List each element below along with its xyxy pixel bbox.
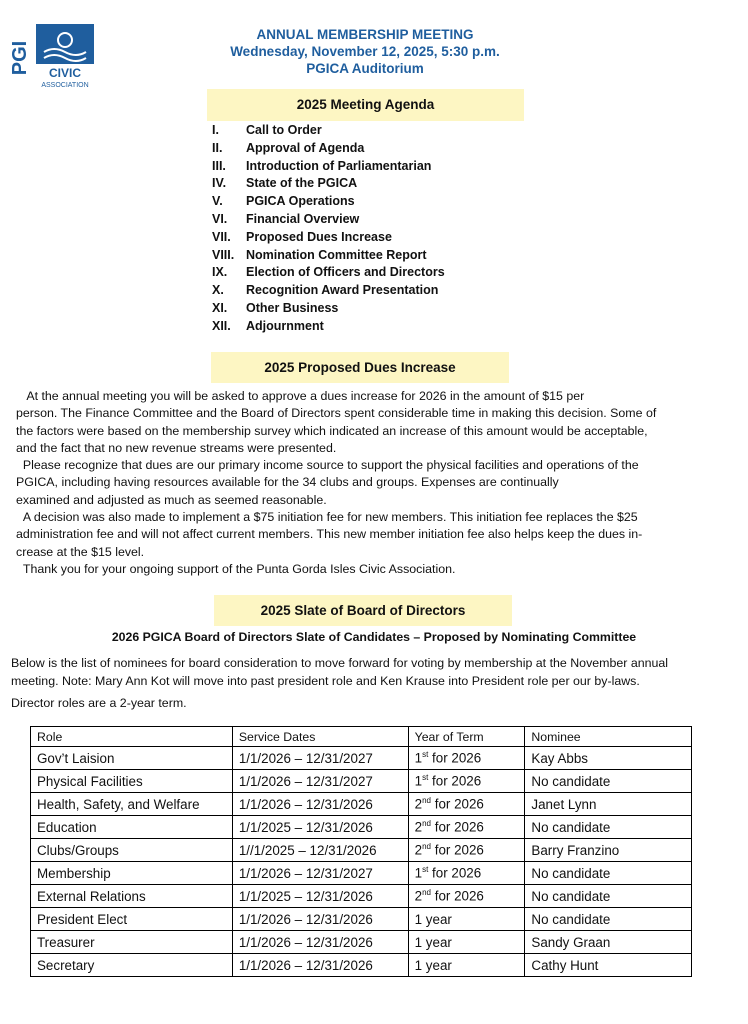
year-suffix: for 2026 xyxy=(431,796,484,812)
term-note: Director roles are a 2-year term. xyxy=(11,696,187,710)
cell-nominee: Cathy Hunt xyxy=(525,954,692,977)
year-ordinal: nd xyxy=(422,796,431,806)
cell-nominee: Janet Lynn xyxy=(525,793,692,816)
agenda-item-text: Approval of Agenda xyxy=(246,140,365,155)
cell-nominee: No candidate xyxy=(525,816,692,839)
dues-line: crease at the $15 level. xyxy=(16,544,145,559)
agenda-item xyxy=(212,175,542,193)
table-row xyxy=(31,908,692,931)
cell-role: President Elect xyxy=(31,908,233,931)
table-row xyxy=(31,770,692,793)
col-role: Role xyxy=(31,727,233,747)
col-year-of-term: Year of Term xyxy=(408,727,525,747)
agenda-item-text: Call to Order xyxy=(246,123,322,137)
cell-dates: 1/1/2026 – 12/31/2027 xyxy=(232,862,408,885)
cell-dates: 1//1/2025 – 12/31/2026 xyxy=(232,839,408,862)
agenda-item-number: VIII. xyxy=(212,247,235,262)
agenda-item-number: VI. xyxy=(212,211,228,226)
agenda-item-text: Introduction of Parliamentarian xyxy=(246,158,432,173)
agenda-item-text: Adjournment xyxy=(246,318,324,333)
cell-dates: 1/1/2026 – 12/31/2026 xyxy=(232,931,408,954)
table-header-row xyxy=(31,727,692,747)
logo-line2: ASSOCIATION xyxy=(41,82,89,89)
agenda-list xyxy=(212,122,542,336)
cell-role: External Relations xyxy=(31,885,233,908)
year-ordinal: nd xyxy=(422,819,431,829)
cell-year xyxy=(408,770,525,793)
agenda-item xyxy=(212,264,542,282)
agenda-item-number: III. xyxy=(212,158,226,173)
table-row xyxy=(31,931,692,954)
year-number: 2 xyxy=(414,796,423,812)
agenda-item-number: VII. xyxy=(212,229,231,244)
dues-line: At the annual meeting you will be asked to approve a dues increase for 2026 in the amount of $15 per xyxy=(16,389,585,403)
year-number: 1 year xyxy=(414,957,452,973)
dues-line: person. The Finance Committee and the Board of Directors spent considerable time in making this decision. Some of xyxy=(16,406,657,421)
intro-line: Below is the list of nominees for board consideration to move forward for voting by membership at the November annual xyxy=(11,656,669,670)
dues-line: Please recognize that dues are our primary income source to support the physical facilities and operations of the xyxy=(16,458,639,473)
slate-subtitle: 2026 PGICA Board of Directors Slate of Candidates – Proposed by Nominating Committee xyxy=(111,630,637,644)
cell-role: Clubs/Groups xyxy=(31,839,233,862)
year-number: 2 xyxy=(414,819,423,835)
agenda-item xyxy=(212,140,542,158)
cell-role: Physical Facilities xyxy=(31,770,233,793)
year-ordinal: nd xyxy=(422,842,431,852)
slate-intro xyxy=(11,655,726,690)
year-number: 1 xyxy=(414,865,423,881)
cell-dates: 1/1/2026 – 12/31/2027 xyxy=(232,770,408,793)
table-row xyxy=(31,885,692,908)
table-row xyxy=(31,839,692,862)
cell-nominee: No candidate xyxy=(525,885,692,908)
agenda-item xyxy=(212,193,542,211)
year-number: 1 xyxy=(414,750,423,766)
cell-dates: 1/1/2025 – 12/31/2026 xyxy=(232,885,408,908)
cell-nominee: Kay Abbs xyxy=(525,747,692,770)
slate-banner: 2025 Slate of Board of Directors xyxy=(214,595,512,626)
agenda-item-number: XII. xyxy=(212,318,231,333)
table-row xyxy=(31,747,692,770)
agenda-item xyxy=(212,122,542,140)
year-number: 1 year xyxy=(414,911,452,927)
cell-year xyxy=(408,747,525,770)
year-suffix: for 2026 xyxy=(428,750,482,766)
agenda-item-text: Election of Officers and Directors xyxy=(246,265,445,280)
year-suffix: for 2026 xyxy=(428,865,482,881)
agenda-item-text: Other Business xyxy=(246,300,339,315)
agenda-item xyxy=(212,282,542,300)
year-ordinal: st xyxy=(422,865,429,875)
agenda-item xyxy=(212,247,542,265)
year-suffix: for 2026 xyxy=(431,888,484,904)
cell-year xyxy=(408,908,525,931)
cell-year xyxy=(408,931,525,954)
dues-line: Thank you for your ongoing support of the Punta Gorda Isles Civic Association. xyxy=(16,561,456,576)
dues-banner: 2025 Proposed Dues Increase xyxy=(211,352,509,383)
cell-role: Treasurer xyxy=(31,931,233,954)
cell-role: Gov’t Laision xyxy=(31,747,233,770)
cell-role: Health, Safety, and Welfare xyxy=(31,793,233,816)
agenda-item-text: Recognition Award Presentation xyxy=(246,283,439,298)
cell-nominee: Sandy Graan xyxy=(525,931,692,954)
cell-dates: 1/1/2026 – 12/31/2026 xyxy=(232,793,408,816)
agenda-banner: 2025 Meeting Agenda xyxy=(207,89,524,121)
cell-year xyxy=(408,793,525,816)
slate-table xyxy=(30,726,692,977)
year-suffix: for 2026 xyxy=(431,842,484,858)
dues-line: the factors were based on the membership survey which indicated an increase of this amount would be acceptable, xyxy=(16,423,648,438)
table-row xyxy=(31,816,692,839)
agenda-item-number: IV. xyxy=(212,176,227,191)
col-service-dates: Service Dates xyxy=(232,727,408,747)
dues-line: examined and adjusted as much as seemed reasonable. xyxy=(16,492,327,507)
cell-role: Education xyxy=(31,816,233,839)
cell-role: Membership xyxy=(31,862,233,885)
logo-line1: CIVIC xyxy=(48,66,82,80)
agenda-item-text: Nomination Committee Report xyxy=(246,247,427,262)
cell-dates: 1/1/2026 – 12/31/2026 xyxy=(232,908,408,931)
table-row xyxy=(31,862,692,885)
cell-nominee: No candidate xyxy=(525,862,692,885)
dues-line: PGICA, including having resources available for the 34 clubs and groups. Expenses are continually xyxy=(16,475,559,490)
header-title: ANNUAL MEMBERSHIP MEETING xyxy=(256,27,474,42)
header-location: PGICA Auditorium xyxy=(306,61,424,76)
agenda-item-text: Financial Overview xyxy=(246,211,360,226)
agenda-item-number: I. xyxy=(212,123,219,137)
year-number: 2 xyxy=(414,842,423,858)
agenda-item-text: Proposed Dues Increase xyxy=(246,229,392,244)
cell-year xyxy=(408,816,525,839)
agenda-item-text: State of the PGICA xyxy=(246,176,358,191)
cell-year xyxy=(408,885,525,908)
cell-nominee: No candidate xyxy=(525,770,692,793)
cell-dates: 1/1/2025 – 12/31/2026 xyxy=(232,816,408,839)
col-nominee: Nominee xyxy=(525,727,692,747)
cell-dates: 1/1/2026 – 12/31/2027 xyxy=(232,747,408,770)
table-row xyxy=(31,954,692,977)
year-number: 1 year xyxy=(414,934,452,950)
agenda-item xyxy=(212,158,542,176)
year-number: 1 xyxy=(414,773,423,789)
agenda-item xyxy=(212,300,542,318)
agenda-item-number: X. xyxy=(212,283,224,298)
pgi-civic-logo xyxy=(9,22,96,90)
agenda-item-text: PGICA Operations xyxy=(246,194,355,209)
logo-letters: PGI xyxy=(9,40,31,76)
agenda-item-number: XI. xyxy=(212,300,228,315)
agenda-item xyxy=(212,318,542,336)
cell-year xyxy=(408,862,525,885)
table-row xyxy=(31,793,692,816)
year-ordinal: st xyxy=(422,773,429,783)
intro-line: meeting. Note: Mary Ann Kot will move into past president role and Ken Krause into President role per our by-laws. xyxy=(11,673,640,688)
year-ordinal: nd xyxy=(422,888,431,898)
cell-nominee: No candidate xyxy=(525,908,692,931)
header-date: Wednesday, November 12, 2025, 5:30 p.m. xyxy=(230,44,500,59)
agenda-item-number: V. xyxy=(212,194,223,209)
agenda-item xyxy=(212,211,542,229)
year-ordinal: st xyxy=(422,750,429,760)
cell-nominee: Barry Franzino xyxy=(525,839,692,862)
cell-year xyxy=(408,839,525,862)
meeting-header xyxy=(180,26,550,77)
year-suffix: for 2026 xyxy=(431,819,484,835)
cell-dates: 1/1/2026 – 12/31/2026 xyxy=(232,954,408,977)
cell-year xyxy=(408,954,525,977)
year-suffix: for 2026 xyxy=(428,773,482,789)
agenda-item-number: II. xyxy=(212,140,223,155)
dues-line: and the fact that no new revenue streams were presented. xyxy=(16,440,337,455)
dues-text xyxy=(16,388,716,578)
cell-role: Secretary xyxy=(31,954,233,977)
dues-line: administration fee and will not affect current members. This new member initiation fee also helps keep the dues in- xyxy=(16,527,643,542)
agenda-item-number: IX. xyxy=(212,265,228,280)
dues-line: A decision was also made to implement a $75 initiation fee for new members. This initiation fee replaces the $25 xyxy=(16,510,638,525)
year-number: 2 xyxy=(414,888,423,904)
agenda-item xyxy=(212,229,542,247)
